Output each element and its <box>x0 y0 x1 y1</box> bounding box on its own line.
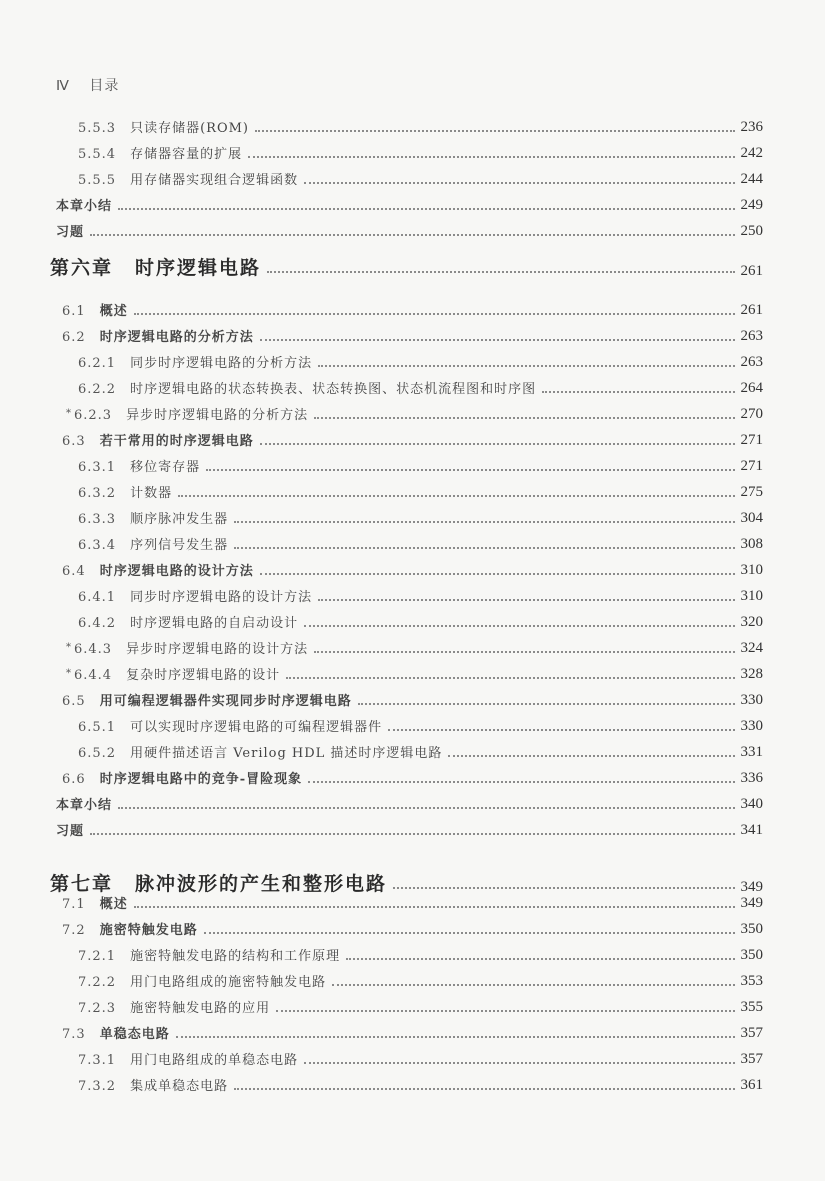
toc-page-number: 353 <box>740 973 763 989</box>
toc-page-number: 261 <box>740 263 763 279</box>
dot-leader <box>448 741 734 757</box>
toc-entry <box>0 739 825 761</box>
toc-entry-number <box>62 434 86 449</box>
toc-page-number: 357 <box>740 1051 763 1067</box>
toc-entry-number <box>78 382 116 397</box>
dot-leader <box>304 168 734 184</box>
toc-section-entry <box>0 1020 825 1042</box>
toc-entry-title: 同步时序逻辑电路的设计方法 <box>130 590 313 605</box>
dot-leader <box>346 944 734 960</box>
toc-entry-number-text: 7.2.3 <box>78 1001 117 1016</box>
toc-page-number: 349 <box>740 895 763 911</box>
toc-entry-number <box>66 668 112 683</box>
toc-entry-number-text: 6.4.2 <box>78 616 117 631</box>
toc-entry-title: 用门电路组成的单稳态电路 <box>130 1053 299 1068</box>
toc-entry-number-text: 6.4.1 <box>78 590 117 605</box>
dot-leader <box>314 637 734 653</box>
dot-leader <box>393 873 734 889</box>
toc-entry-number <box>78 486 116 501</box>
toc-section-entry <box>0 916 825 938</box>
toc-entry-number <box>78 512 116 527</box>
toc-entry-number-text: 6.2.1 <box>78 356 117 371</box>
toc-page-number: 250 <box>740 223 763 239</box>
toc-entry-title: 只读存储器(ROM) <box>130 121 249 136</box>
toc-entry-number <box>62 772 86 787</box>
dot-leader <box>260 429 735 445</box>
toc-entry-number-text: 6.6 <box>62 772 86 787</box>
toc-entry-number <box>78 121 116 136</box>
toc-entry-title: 顺序脉冲发生器 <box>130 512 229 527</box>
toc-entry-number-text: 6.3 <box>62 434 86 449</box>
toc-page-number: 308 <box>740 536 763 552</box>
toc-entry-title: 异步时序逻辑电路的设计方法 <box>126 642 309 657</box>
dot-leader <box>267 257 734 273</box>
toc-entry-title: 若干常用的时序逻辑电路 <box>99 434 254 449</box>
toc-entry-number-text: 5.5.5 <box>78 173 117 188</box>
toc-entry-number <box>78 616 116 631</box>
toc-entry-number <box>78 1053 116 1068</box>
dot-leader <box>204 918 735 934</box>
toc-entry-number-text: 7.2 <box>62 923 86 938</box>
toc-section-entry <box>0 427 825 449</box>
toc-page-number: 310 <box>740 588 763 604</box>
toc-entry-title: 存储器容量的扩展 <box>130 147 243 162</box>
toc-page-number: 330 <box>740 692 763 708</box>
toc-entry-title: 概述 <box>99 897 128 912</box>
dot-leader <box>255 116 735 132</box>
toc-entry <box>0 166 825 188</box>
toc-page-number: 264 <box>740 380 763 396</box>
toc-entry-number-text: 7.1 <box>62 897 86 912</box>
dot-leader <box>286 663 734 679</box>
toc-entry-number-text: 第六章 <box>50 257 114 279</box>
toc-entry <box>0 349 825 371</box>
toc-entry <box>0 375 825 397</box>
toc-entry-number-text: 7.2.1 <box>78 949 117 964</box>
toc-page-number: 275 <box>740 484 763 500</box>
toc-entry-number <box>62 897 86 912</box>
toc-section-entry <box>0 765 825 787</box>
toc-entry <box>0 140 825 162</box>
toc-entry <box>0 1046 825 1068</box>
dot-leader <box>248 142 734 158</box>
toc-entry-number-text: 5.5.3 <box>78 121 117 136</box>
toc-entry-title: 移位寄存器 <box>130 460 201 475</box>
toc-entry <box>0 1072 825 1094</box>
toc-entry-title: 复杂时序逻辑电路的设计 <box>126 668 281 683</box>
toc-page-number: 271 <box>740 432 763 448</box>
optional-marker: * <box>66 642 72 653</box>
dot-leader <box>304 1048 734 1064</box>
running-header <box>56 75 119 95</box>
toc-page-number: 340 <box>740 796 763 812</box>
toc-entry-number-text: 7.3.1 <box>78 1053 117 1068</box>
dot-leader <box>304 611 734 627</box>
toc-entry-number <box>62 923 86 938</box>
dot-leader <box>134 892 735 908</box>
dot-leader <box>314 403 734 419</box>
toc-entry <box>0 531 825 553</box>
toc-entry <box>0 479 825 501</box>
dot-leader <box>234 533 734 549</box>
dot-leader <box>206 455 734 471</box>
toc-entry-title: 序列信号发生器 <box>130 538 229 553</box>
toc-entry <box>0 817 825 839</box>
toc-entry-title: 概述 <box>99 304 128 319</box>
toc-page-number: 236 <box>740 119 763 135</box>
toc-entry-title: 时序逻辑电路的状态转换表、状态转换图、状态机流程图和时序图 <box>130 382 537 397</box>
toc-entry <box>0 583 825 605</box>
toc-entry-number <box>78 746 116 761</box>
toc-entry-number-text: 6.3.3 <box>78 512 117 527</box>
toc-entry-number <box>78 356 116 371</box>
toc-page-number: 336 <box>740 770 763 786</box>
toc-entry-number-text: 6.3.4 <box>78 538 117 553</box>
toc-page-number: 263 <box>740 328 763 344</box>
optional-marker: * <box>66 408 72 419</box>
dot-leader <box>318 585 734 601</box>
toc-entry <box>0 609 825 631</box>
toc-page-number: 349 <box>740 879 763 895</box>
dot-leader <box>332 970 734 986</box>
toc-entry-title: 同步时序逻辑电路的分析方法 <box>130 356 313 371</box>
toc-page-number: 304 <box>740 510 763 526</box>
toc-entry-title: 可以实现时序逻辑电路的可编程逻辑器件 <box>130 720 383 735</box>
dot-leader <box>234 1074 734 1090</box>
toc-entry-number <box>78 538 116 553</box>
header-title: 目录 <box>89 78 120 94</box>
toc-page-number: 350 <box>740 947 763 963</box>
toc-page-number: 244 <box>740 171 763 187</box>
dot-leader <box>134 299 735 315</box>
dot-leader <box>178 481 734 497</box>
toc-entry-number-text: 6.5.2 <box>78 746 117 761</box>
toc-entry-title: 计数器 <box>130 486 173 501</box>
toc-entry-title: 异步时序逻辑电路的分析方法 <box>126 408 309 423</box>
dot-leader <box>234 507 734 523</box>
toc-entry <box>0 114 825 136</box>
toc-entry-title: 本章小结 <box>56 199 113 214</box>
toc-section-entry <box>0 557 825 579</box>
toc-page-number: 350 <box>740 921 763 937</box>
dot-leader <box>176 1022 735 1038</box>
toc-entry-number <box>62 1027 86 1042</box>
toc-entry-title: 施密特触发电路的应用 <box>130 1001 271 1016</box>
toc-entry-number <box>78 460 116 475</box>
toc-section-entry <box>0 890 825 912</box>
toc-entry-title: 施密特触发电路的结构和工作原理 <box>130 949 341 964</box>
toc-entry-title: 时序逻辑电路中的竞争-冒险现象 <box>99 772 303 787</box>
toc-page-number: 331 <box>740 744 763 760</box>
optional-marker: * <box>66 668 72 679</box>
toc-entry-number-text: 7.3.2 <box>78 1079 117 1094</box>
toc-entry <box>0 192 825 214</box>
toc-entry <box>0 994 825 1016</box>
toc-section-entry <box>0 323 825 345</box>
toc-entry <box>0 218 825 240</box>
toc-chapter-entry <box>0 250 825 280</box>
toc-page-number: 271 <box>740 458 763 474</box>
toc-page-number: 320 <box>740 614 763 630</box>
toc-entry-number-text: 6.2.2 <box>78 382 117 397</box>
toc-entry-number <box>66 408 112 423</box>
toc-entry-number-text: 6.4 <box>62 564 86 579</box>
toc-entry <box>0 791 825 813</box>
toc-entry-title: 用存储器实现组合逻辑函数 <box>130 173 299 188</box>
dot-leader <box>260 559 735 575</box>
toc-entry <box>0 713 825 735</box>
dot-leader <box>90 819 734 835</box>
toc-entry-number-text: 6.5.1 <box>78 720 117 735</box>
toc-entry-title: 时序逻辑电路的自启动设计 <box>130 616 299 631</box>
toc-entry <box>0 968 825 990</box>
toc-entry-number-text: 6.5 <box>62 694 86 709</box>
dot-leader <box>90 220 734 236</box>
toc-entry-number <box>66 642 112 657</box>
toc-page-number: 357 <box>740 1025 763 1041</box>
toc-entry-title: 习题 <box>56 824 85 839</box>
toc-page-number: 261 <box>740 302 763 318</box>
toc-entry-title: 集成单稳态电路 <box>130 1079 229 1094</box>
toc-entry-number <box>62 694 86 709</box>
toc-page-number: 330 <box>740 718 763 734</box>
toc-entry-title: 单稳态电路 <box>99 1027 170 1042</box>
toc-entry-number-text: 6.1 <box>62 304 86 319</box>
toc-page-number: 324 <box>740 640 763 656</box>
header-page-numeral: Ⅳ <box>56 79 70 94</box>
dot-leader <box>388 715 734 731</box>
toc-entry-number <box>78 147 116 162</box>
toc-entry <box>0 942 825 964</box>
toc-entry-title: 用硬件描述语言 Verilog HDL 描述时序逻辑电路 <box>130 746 443 761</box>
toc-page-number: 270 <box>740 406 763 422</box>
toc-entry-number-text: 5.5.4 <box>78 147 117 162</box>
toc-entry <box>0 505 825 527</box>
toc-entry-number <box>78 949 116 964</box>
toc-entry-title: 时序逻辑电路 <box>135 257 262 279</box>
dot-leader <box>358 689 735 705</box>
toc-page-number: 249 <box>740 197 763 213</box>
toc-entry <box>0 453 825 475</box>
toc-page-number: 328 <box>740 666 763 682</box>
toc-entry-title: 脉冲波形的产生和整形电路 <box>135 873 388 895</box>
toc-entry-number-text: 7.2.2 <box>78 975 117 990</box>
toc-entry-number <box>50 253 113 280</box>
dot-leader <box>308 767 734 783</box>
toc-entry-title: 时序逻辑电路的分析方法 <box>99 330 254 345</box>
toc-entry-number-text: 7.3 <box>62 1027 86 1042</box>
toc-entry-title: 用可编程逻辑器件实现同步时序逻辑电路 <box>99 694 352 709</box>
toc-entry-number-text: 6.4.4 <box>74 668 113 683</box>
toc-page-number: 263 <box>740 354 763 370</box>
dot-leader <box>542 377 734 393</box>
toc-entry-title: 习题 <box>56 225 85 240</box>
toc-page-number: 341 <box>740 822 763 838</box>
toc-entry-number-text: 6.4.3 <box>74 642 113 657</box>
toc-entry-number <box>78 720 116 735</box>
toc-entry-number-text: 6.2.3 <box>74 408 113 423</box>
dot-leader <box>260 325 735 341</box>
toc-page-number: 361 <box>740 1077 763 1093</box>
toc-entry-number <box>78 1001 116 1016</box>
toc-entry-title: 施密特触发电路 <box>99 923 198 938</box>
toc-page-number: 310 <box>740 562 763 578</box>
toc-section-entry <box>0 297 825 319</box>
dot-leader <box>276 996 734 1012</box>
toc-entry-number-text: 6.3.2 <box>78 486 117 501</box>
toc-page-number: 355 <box>740 999 763 1015</box>
toc-entry <box>0 635 825 657</box>
toc-entry-number-text: 第七章 <box>50 873 114 895</box>
toc-entry-number-text: 6.3.1 <box>78 460 117 475</box>
toc-entry-title: 用门电路组成的施密特触发电路 <box>130 975 327 990</box>
toc-entry-number-text: 6.2 <box>62 330 86 345</box>
toc-entry-number <box>62 564 86 579</box>
toc-entry-title: 本章小结 <box>56 798 113 813</box>
toc-section-entry <box>0 687 825 709</box>
toc-entry <box>0 661 825 683</box>
toc-page-number: 242 <box>740 145 763 161</box>
toc-entry <box>0 401 825 423</box>
toc-entry-number <box>78 590 116 605</box>
toc-entry-number <box>62 304 86 319</box>
toc-entry-title: 时序逻辑电路的设计方法 <box>99 564 254 579</box>
toc-entry-number <box>62 330 86 345</box>
dot-leader <box>118 793 734 809</box>
dot-leader <box>118 194 734 210</box>
toc-entry-number <box>78 975 116 990</box>
dot-leader <box>318 351 734 367</box>
toc-entry-number <box>78 1079 116 1094</box>
toc-entry-number <box>78 173 116 188</box>
